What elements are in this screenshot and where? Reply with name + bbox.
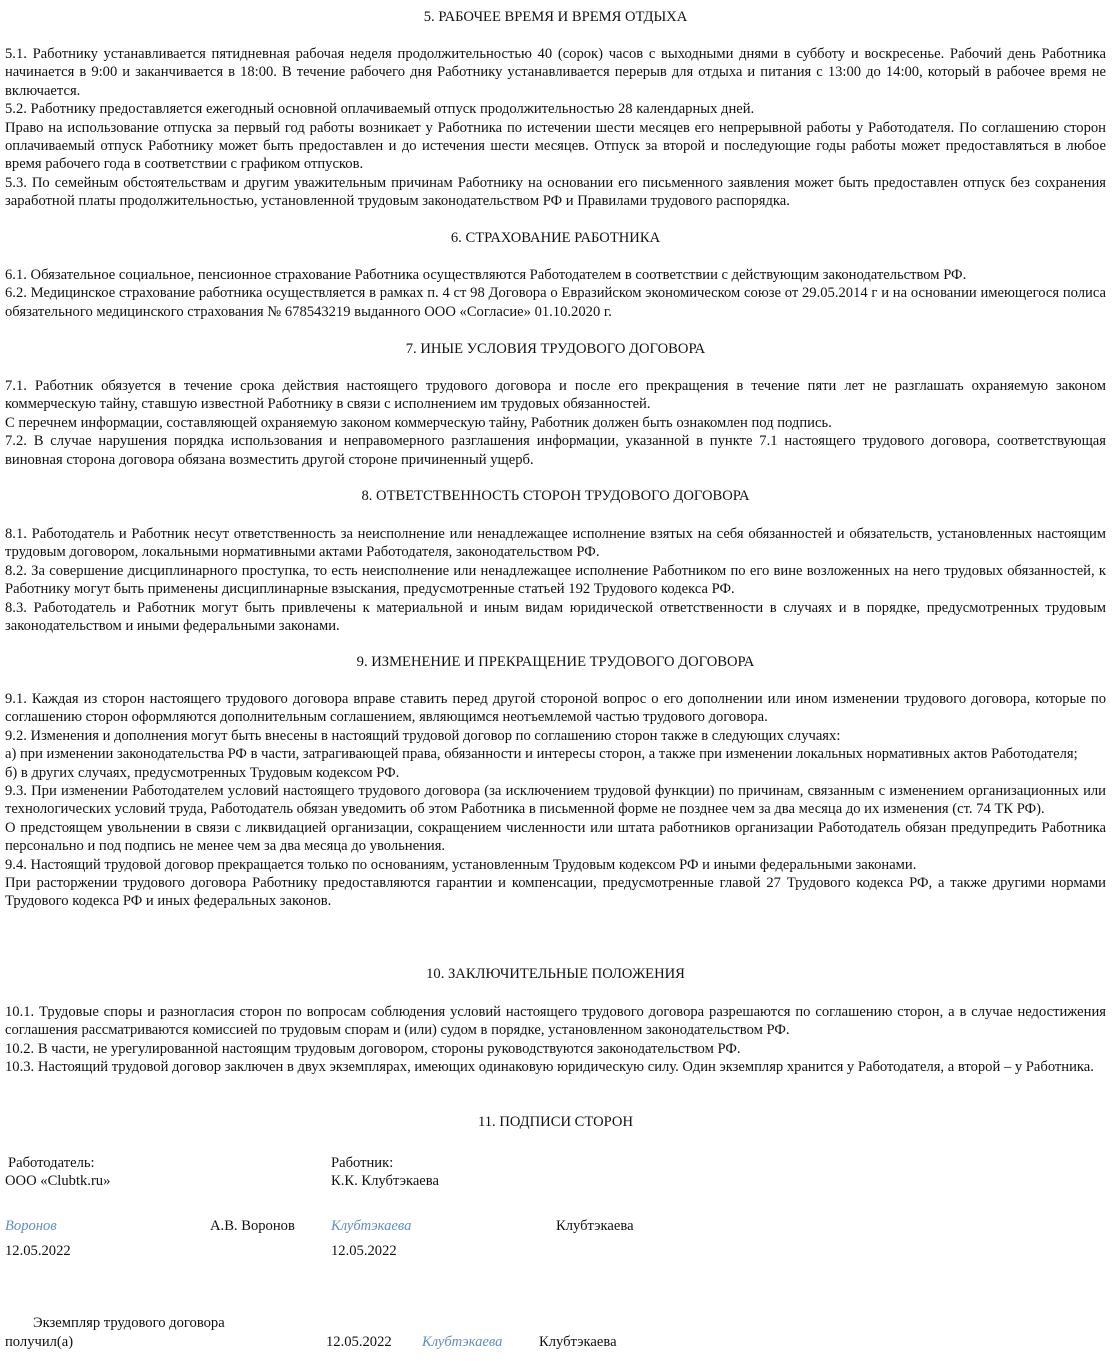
receipt-signature: Клубтэкаева xyxy=(422,1334,503,1350)
paragraph: 5.2. Работнику предоставляется ежегодный основной оплачиваемый отпуск продолжительностью 28 календарных дней. xyxy=(5,101,755,118)
receipt-line-1: Экземпляр трудового договора xyxy=(33,1315,225,1331)
section-7 xyxy=(5,340,1106,358)
paragraph: 7.2. В случае нарушения порядка использования и неправомерного разглашения информации, указанной в пункте 7.1 настоящего трудового договора, соответствующая виновная сторона договора обязана возместить другой стороне причиненный ущерб. xyxy=(5,433,1106,468)
paragraph: 8.1. Работодатель и Работник несут ответственность за неисполнение или ненадлежащее исполнение взятых на себя обязанностей и обязательств, установленных настоящим трудовым договором, локальными нормативными актами Работодателя, законодательством РФ. xyxy=(5,526,1106,561)
section-title: 10. ЗАКЛЮЧИТЕЛЬНЫЕ ПОЛОЖЕНИЯ xyxy=(426,966,685,982)
paragraph: б) в других случаях, предусмотренных Трудовым кодексом РФ. xyxy=(5,764,400,781)
employee-label: Работник: xyxy=(331,1155,394,1171)
employer-label: Работодатель: xyxy=(8,1155,95,1171)
paragraph: 10.2. В части, не урегулированной настоящим трудовым договором, стороны руководствуются законодательством РФ. xyxy=(5,1040,741,1057)
section-6 xyxy=(5,229,1106,247)
paragraph: С перечнем информации, составляющей охраняемую законом коммерческую тайну, Работник должен быть ознакомлен под подпись. xyxy=(5,414,832,431)
section-10-body xyxy=(5,1003,1106,1077)
paragraph: 9.4. Настоящий трудовой договор прекращается только по основаниям, установленным Трудовым кодексом РФ и иными федеральными законами. xyxy=(5,856,917,873)
paragraph: 5.3. По семейным обстоятельствам и другим уважительным причинам Работнику на основании его письменного заявления может быть предоставлен отпуск без сохранения заработной платы продолжительностью, установленной трудовым законодательством РФ и Правилами трудового распорядка. xyxy=(5,174,1106,210)
section-7-body xyxy=(5,377,1106,469)
section-title: 6. СТРАХОВАНИЕ РАБОТНИКА xyxy=(450,230,661,246)
employee-signature: Клубтэкаева xyxy=(331,1218,412,1234)
paragraph: 9.2. Изменения и дополнения могут быть внесены в настоящий трудовой договор по соглашению сторон также в следующих случаях: xyxy=(5,727,841,744)
employer-printed-name: А.В. Воронов xyxy=(210,1218,295,1234)
employer-signature: Воронов xyxy=(5,1218,57,1234)
section-11 xyxy=(5,1113,1106,1131)
section-10 xyxy=(5,965,1106,983)
section-title: 11. ПОДПИСИ СТОРОН xyxy=(477,1114,634,1130)
paragraph: 9.1. Каждая из сторон настоящего трудового договора вправе ставить перед другой стороной вопрос о его дополнении или ином изменении трудового договора, которые по соглашению сторон оформляются дополнительным соглашением, являющимся неотъемлемой частью трудового договора. xyxy=(5,691,1106,726)
paragraph: 10.3. Настоящий трудовой договор заключен в двух экземплярах, имеющих одинаковую юридическую силу. Один экземпляр хранится у Работодателя, а второй – у Работника. xyxy=(5,1059,1094,1076)
section-8-body xyxy=(5,525,1106,635)
paragraph: 6.2. Медицинское страхование работника осуществляется в рамках п. 4 ст 98 Договора о Евразийском экономическом союзе от 29.05.2014 г и на основании имеющегося полиса обязательного медицинского страхования № 678543219 выданного ООО «Согласие» 01.10.2020 г. xyxy=(5,285,1106,320)
paragraph: 9.3. При изменении Работодателем условий настоящего трудового договора (за исключением трудовой функции) по причинам, связанным с изменением организационных или технологических условий труда, Работодатель обязан уведомить об этом Работника в письменной форме не позднее чем за два месяца до их изменения (ст. 74 ТК РФ). xyxy=(5,783,1106,818)
paragraph: При расторжении трудового договора Работнику предоставляются гарантии и компенсации, предусмотренные главой 27 Трудового кодекса РФ, а также другими нормами Трудового кодекса РФ и иных федеральных законов. xyxy=(5,875,1106,910)
section-title: 8. ОТВЕТСТВЕННОСТЬ СТОРОН ТРУДОВОГО ДОГОВОРА xyxy=(361,488,750,504)
paragraph: 10.1. Трудовые споры и разногласия сторон по вопросам соблюдения условий настоящего трудового договора разрешаются по соглашению сторон, а в случае недостижения соглашения рассматриваются комиссией по трудовым спорам и (или) судом в порядке, установленном законодательством РФ. xyxy=(5,1004,1106,1039)
receipt-date: 12.05.2022 xyxy=(326,1334,392,1350)
employer-company: ООО «Clubtk.ru» xyxy=(5,1173,111,1189)
section-9 xyxy=(5,653,1106,671)
section-5-body xyxy=(5,45,1106,211)
paragraph: 8.3. Работодатель и Работник могут быть привлечены к материальной и иным видам юридической ответственности в случаях и в порядке, предусмотренных трудовым законодательством и иными федеральными законами. xyxy=(5,599,1106,635)
paragraph: Право на использование отпуска за первый год работы возникает у Работника по истечении шести месяцев его непрерывной работы у Работодателя. По соглашению сторон оплачиваемый отпуск Работнику может быть предоставлен и до истечения шести месяцев. Отпуск за второй и последующие годы работы может предоставляться в любое время рабочего года в соответствии с графиком отпусков. xyxy=(5,119,1106,173)
paragraph: 7.1. Работник обязуется в течение срока действия настоящего трудового договора и после его прекращения в течение пяти лет не разглашать охраняемую законом коммерческую тайну, ставшую известной Работнику в связи с исполнением им трудовых обязанностей. xyxy=(5,378,1106,413)
section-title: 5. РАБОЧЕЕ ВРЕМЯ И ВРЕМЯ ОТДЫХА xyxy=(423,9,688,25)
employee-name: К.К. Клубтэкаева xyxy=(331,1173,439,1189)
paragraph: 8.2. За совершение дисциплинарного проступка, то есть неисполнение или ненадлежащее исполнение Работником по его вине возложенных на него трудовых обязанностей, к Работнику могут быть применены дисциплинарные взыскания, предусмотренные статьей 192 Трудового кодекса РФ. xyxy=(5,562,1106,598)
paragraph: О предстоящем увольнении в связи с ликвидацией организации, сокращением численности или штата работников организации Работодатель обязан предупредить Работника персонально и под подпись не менее чем за два месяца до увольнения. xyxy=(5,819,1106,855)
section-8 xyxy=(5,487,1106,505)
section-title: 9. ИЗМЕНЕНИЕ И ПРЕКРАЩЕНИЕ ТРУДОВОГО ДОГОВОРА xyxy=(356,654,755,670)
paragraph: 6.1. Обязательное социальное, пенсионное страхование Работника осуществляются Работодателем в соответствии с действующим законодательством РФ. xyxy=(5,267,967,283)
section-9-body xyxy=(5,690,1106,911)
employer-date: 12.05.2022 xyxy=(5,1243,71,1259)
receipt-printed-name: Клубтэкаева xyxy=(539,1334,617,1350)
employee-date: 12.05.2022 xyxy=(331,1243,397,1259)
paragraph: а) при изменении законодательства РФ в части, затрагивающей права, обязанности и интересы сторон, а также при изменении локальных нормативных актов Работодателя; xyxy=(5,746,1078,763)
employee-printed-name: Клубтэкаева xyxy=(556,1218,634,1234)
section-title: 7. ИНЫЕ УСЛОВИЯ ТРУДОВОГО ДОГОВОРА xyxy=(405,341,706,357)
section-5 xyxy=(5,8,1106,26)
paragraph: 5.1. Работнику устанавливается пятидневная рабочая неделя продолжительностью 40 (сорок) часов с выходными днями в субботу и воскресенье. Рабочий день Работника начинается в 9:00 и заканчивается в 18:00. В течение рабочего дня Работнику устанавливается перерыв для отдыха и питания с 13:00 до 14:00, который в рабочее время не включается. xyxy=(5,46,1106,99)
receipt-line-2: получил(а) xyxy=(5,1334,74,1350)
section-6-body xyxy=(5,266,1106,321)
